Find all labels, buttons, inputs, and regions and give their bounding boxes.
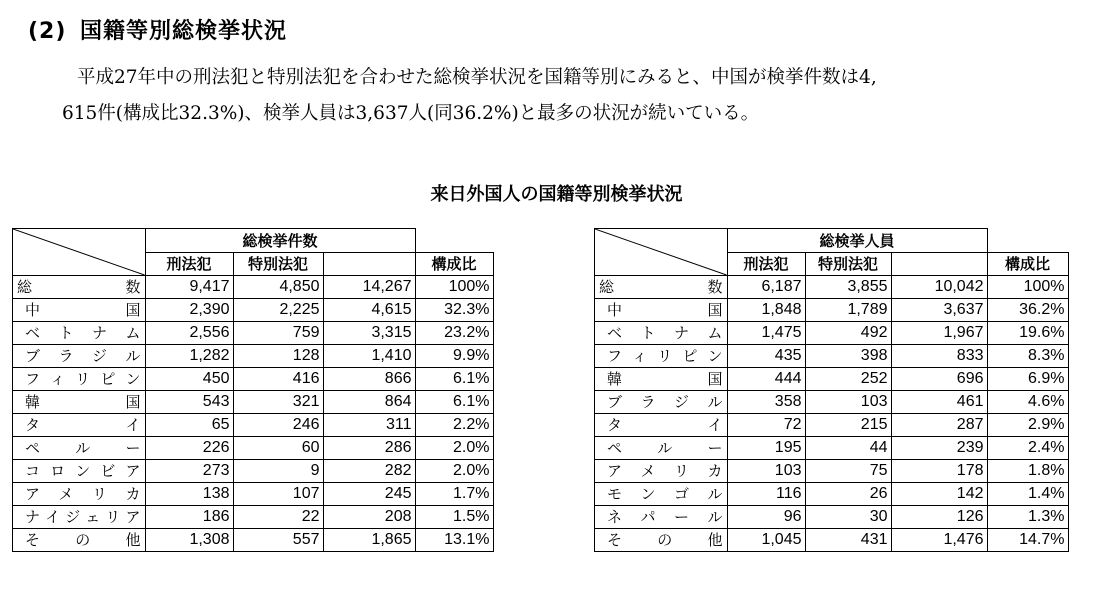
cell-value: 321	[233, 391, 323, 414]
cell-value: 358	[727, 391, 805, 414]
row-label: モ ン ゴ ル	[603, 483, 727, 506]
cell-value: 1.5%	[415, 506, 493, 529]
row-label: ア メ リ カ	[603, 460, 727, 483]
cell-value: 866	[323, 368, 415, 391]
table-row	[13, 322, 494, 345]
table-row	[13, 437, 494, 460]
cell-value: 6.1%	[415, 391, 493, 414]
cell-value: 22	[233, 506, 323, 529]
table-row-total	[595, 276, 1069, 299]
cell-value: 2,556	[145, 322, 233, 345]
row-label: ブ ラ ジ ル	[21, 345, 145, 368]
table-row	[595, 414, 1069, 437]
row-label: ペ ル ー	[603, 437, 727, 460]
cell-value: 6.1%	[415, 368, 493, 391]
cell-value: 75	[805, 460, 891, 483]
row-label: 韓 国	[603, 368, 727, 391]
cell-value: 1.4%	[987, 483, 1068, 506]
table-row	[13, 391, 494, 414]
cell-value: 1,967	[891, 322, 987, 345]
cell-value: 138	[145, 483, 233, 506]
table-title: 来日外国人の国籍等別検挙状況	[430, 184, 683, 205]
table-row	[13, 368, 494, 391]
cell-value: 3,315	[323, 322, 415, 345]
cell-value: 1.7%	[415, 483, 493, 506]
cell-value: 2.0%	[415, 460, 493, 483]
cell-value: 107	[233, 483, 323, 506]
cell-value: 1,410	[323, 345, 415, 368]
cell-value: 9,417	[145, 276, 233, 299]
cell-value: 1,476	[891, 529, 987, 552]
cell-value: 246	[233, 414, 323, 437]
table-row	[595, 437, 1069, 460]
cell-value: 100%	[415, 276, 493, 299]
cell-value: 23.2%	[415, 322, 493, 345]
cell-value: 8.3%	[987, 345, 1068, 368]
row-label: 中 国	[603, 299, 727, 322]
cell-value: 2.2%	[415, 414, 493, 437]
column-header: 構成比	[415, 253, 493, 276]
cell-value: 4,615	[323, 299, 415, 322]
cell-value: 245	[323, 483, 415, 506]
header-corner-cell	[13, 229, 146, 276]
cell-value: 461	[891, 391, 987, 414]
cell-value: 32.3%	[415, 299, 493, 322]
table-row	[595, 368, 1069, 391]
table-row	[595, 299, 1069, 322]
row-label: ペ ル ー	[21, 437, 145, 460]
row-label: ベ ト ナ ム	[603, 322, 727, 345]
section-number: (2)	[28, 19, 67, 44]
cell-value: 2.4%	[987, 437, 1068, 460]
cell-value: 142	[891, 483, 987, 506]
cell-value: 557	[233, 529, 323, 552]
cell-value: 311	[323, 414, 415, 437]
row-label: 韓 国	[21, 391, 145, 414]
cell-value: 759	[233, 322, 323, 345]
cell-value: 6.9%	[987, 368, 1068, 391]
cell-value: 450	[145, 368, 233, 391]
cell-value: 9.9%	[415, 345, 493, 368]
paragraph-line-2: 615件(構成比32.3%)、検挙人員は3,637人(同36.2%)と最多の状況が続いている。	[62, 103, 760, 124]
cell-value: 273	[145, 460, 233, 483]
cell-value: 2.0%	[415, 437, 493, 460]
persons-table	[594, 228, 1069, 552]
cell-value: 13.1%	[415, 529, 493, 552]
cell-value: 9	[233, 460, 323, 483]
row-label: フ ィ リ ピ ン	[603, 345, 727, 368]
cell-value: 44	[805, 437, 891, 460]
cell-value: 6,187	[727, 276, 805, 299]
cell-value: 3,855	[805, 276, 891, 299]
row-label: そ の 他	[21, 529, 145, 552]
table-row	[595, 483, 1069, 506]
cell-value: 126	[891, 506, 987, 529]
row-label: 総 数	[13, 276, 146, 299]
row-label: ナ イ ジ ェ リ ア	[21, 506, 145, 529]
cell-value: 1,475	[727, 322, 805, 345]
table-row	[595, 460, 1069, 483]
row-label: 総 数	[595, 276, 728, 299]
cell-value: 19.6%	[987, 322, 1068, 345]
table-row	[13, 345, 494, 368]
section-title: 国籍等別総検挙状況	[80, 19, 288, 44]
cell-value: 195	[727, 437, 805, 460]
cell-value: 2.9%	[987, 414, 1068, 437]
cell-value: 286	[323, 437, 415, 460]
cell-value: 1,848	[727, 299, 805, 322]
row-label: ベ ト ナ ム	[21, 322, 145, 345]
table-row	[13, 529, 494, 552]
column-header	[891, 253, 987, 276]
cell-value: 543	[145, 391, 233, 414]
cell-value: 2,390	[145, 299, 233, 322]
table-row	[13, 506, 494, 529]
group-header: 総検挙件数	[145, 229, 415, 253]
table-row-total	[13, 276, 494, 299]
row-label: そ の 他	[603, 529, 727, 552]
cell-value: 3,637	[891, 299, 987, 322]
cell-value: 208	[323, 506, 415, 529]
cell-value: 26	[805, 483, 891, 506]
cell-value: 864	[323, 391, 415, 414]
column-header: 特別法犯	[233, 253, 323, 276]
table-row	[13, 414, 494, 437]
cell-value: 178	[891, 460, 987, 483]
cell-value: 696	[891, 368, 987, 391]
row-label: コ ロ ン ビ ア	[21, 460, 145, 483]
cell-value: 72	[727, 414, 805, 437]
row-label: フ ィ リ ピ ン	[21, 368, 145, 391]
section-heading	[28, 14, 287, 45]
cell-value: 14.7%	[987, 529, 1068, 552]
cell-value: 287	[891, 414, 987, 437]
table-row	[595, 506, 1069, 529]
cell-value: 60	[233, 437, 323, 460]
cell-value: 1,308	[145, 529, 233, 552]
row-label: 中 国	[21, 299, 145, 322]
cell-value: 36.2%	[987, 299, 1068, 322]
cell-value: 398	[805, 345, 891, 368]
table-row	[595, 345, 1069, 368]
group-header: 総検挙人員	[727, 229, 987, 253]
cell-value: 4.6%	[987, 391, 1068, 414]
cell-value: 10,042	[891, 276, 987, 299]
cell-value: 833	[891, 345, 987, 368]
cell-value: 100%	[987, 276, 1068, 299]
cell-value: 14,267	[323, 276, 415, 299]
row-label: ア メ リ カ	[21, 483, 145, 506]
cell-value: 282	[323, 460, 415, 483]
header-corner-cell	[595, 229, 728, 276]
cell-value: 215	[805, 414, 891, 437]
cell-value: 30	[805, 506, 891, 529]
row-label: ネ パ ー ル	[603, 506, 727, 529]
cell-value: 116	[727, 483, 805, 506]
row-label: タ イ	[21, 414, 145, 437]
table-row	[13, 299, 494, 322]
paragraph-line-1: 平成27年中の刑法犯と特別法犯を合わせた総検挙状況を国籍等別にみると、中国が検挙件数は4,	[77, 67, 877, 88]
cell-value: 128	[233, 345, 323, 368]
cell-value: 444	[727, 368, 805, 391]
column-header: 刑法犯	[145, 253, 233, 276]
cell-value: 65	[145, 414, 233, 437]
cell-value: 239	[891, 437, 987, 460]
cell-value: 416	[233, 368, 323, 391]
cell-value: 103	[805, 391, 891, 414]
cell-value: 252	[805, 368, 891, 391]
summary-paragraph	[62, 60, 1102, 132]
column-header	[323, 253, 415, 276]
cell-value: 1.3%	[987, 506, 1068, 529]
cell-value: 96	[727, 506, 805, 529]
column-header: 特別法犯	[805, 253, 891, 276]
cell-value: 186	[145, 506, 233, 529]
column-header: 刑法犯	[727, 253, 805, 276]
row-label: ブ ラ ジ ル	[603, 391, 727, 414]
cell-value: 431	[805, 529, 891, 552]
cell-value: 4,850	[233, 276, 323, 299]
table-row	[595, 529, 1069, 552]
table-row	[13, 483, 494, 506]
table-row	[595, 391, 1069, 414]
cell-value: 226	[145, 437, 233, 460]
cell-value: 103	[727, 460, 805, 483]
cell-value: 1,865	[323, 529, 415, 552]
cell-value: 1,282	[145, 345, 233, 368]
cell-value: 1.8%	[987, 460, 1068, 483]
cell-value: 2,225	[233, 299, 323, 322]
row-label: タ イ	[603, 414, 727, 437]
cell-value: 435	[727, 345, 805, 368]
cell-value: 1,045	[727, 529, 805, 552]
column-header: 構成比	[987, 253, 1068, 276]
cell-value: 1,789	[805, 299, 891, 322]
table-row	[595, 322, 1069, 345]
cases-table	[12, 228, 494, 552]
table-row	[13, 460, 494, 483]
cell-value: 492	[805, 322, 891, 345]
